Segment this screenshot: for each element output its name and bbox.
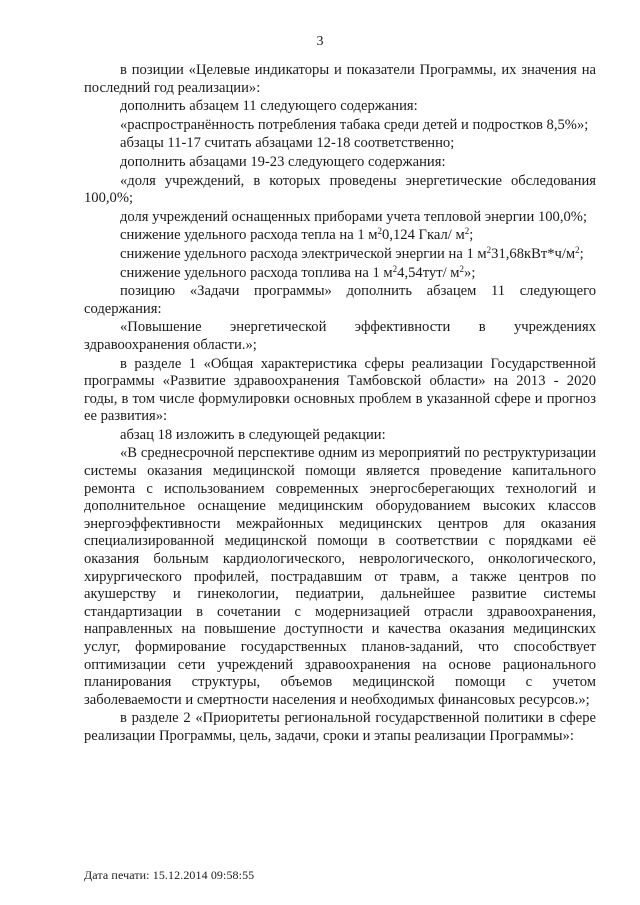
paragraph-section-1: в разделе 1 «Общая характеристика сферы реализации Государственной программы «Развитие здравоохранения Тамбовской области» на 2013 - 2020 годы, в том числе формулировки основных проблем в указанной сфере и прогноз ее развития»: (84, 355, 596, 425)
paragraph-program-tasks: позицию «Задачи программы» дополнить абзацем 11 следующего содержания: (84, 283, 596, 317)
paragraph-item-18: абзац 18 изложить в следующей редакции: (120, 426, 386, 443)
paragraph-renumber: абзацы 11-17 считать абзацами 12-18 соответственно; (120, 135, 455, 152)
paragraph-heat-meters: доля учреждений оснащенных приборами учета тепловой энергии 100,0%; (120, 208, 588, 225)
paragraph-medium-term: «В среднесрочной перспективе одним из мероприятий по реструктуризации системы оказания медицинской помощи является проведение капитального ремонта с использованием современных энергосберегающих технологий и дополнительное оснащение медицинским оборудованием высоких классов энергоэффективности межрайонных медицинских центров для оказания специализированной медицинской помощи в соответствии с порядками её оказания больным кардиологического, неврологического, онкологического, хирургического профилей, пострадавшим от травм, а также центров по акушерству и гинекологии, педиатрии, дальнейшее развитие системы стандартизации в сочетании с модернизацией отрасли здравоохранения, направленных на повышение доступности и качества оказания медицинских услуг, формирование государственных планов-заданий, что способствует оптимизации сети учреждений здравоохранения на основе рационального планирования структуры, объемов медицинской помощи с учетом заболеваемости и смертности населения и необходимых финансовых ресурсов.»; (84, 445, 596, 708)
document-body (84, 62, 596, 747)
paragraph-targets-position: в позиции «Целевые индикаторы и показатели Программы, их значения на последний год реализации»: (84, 62, 596, 96)
paragraph-add-item-11: дополнить абзацем 11 следующего содержания: (120, 98, 418, 115)
paragraph-heat-consumption: снижение удельного расхода тепла на 1 $м^20,124$ Гкал/ $м^2$; (120, 226, 474, 244)
paragraph-electricity-consumption: снижение удельного расхода электрической энергии на 1 $м^231,68кВт*ч/м^2$; (120, 244, 584, 262)
paragraph-energy-efficiency: «Повышение энергетической эффективности в учреждениях здравоохранения области.»; (84, 319, 596, 353)
paragraph-tobacco: «распространённость потребления табака среди детей и подростков 8,5%»; (120, 116, 589, 133)
paragraph-fuel-consumption: снижение удельного расхода топлива на 1 $м^24,54тут/$ $м^2$»; (120, 263, 476, 281)
paragraph-section-2: в разделе 2 «Приоритеты региональной государственной политики в сфере реализации Программы, цель, задачи, сроки и этапы реализации Программы»: (84, 710, 596, 744)
page-number: 3 (316, 34, 324, 49)
paragraph-add-items-19-23: дополнить абзацами 19-23 следующего содержания: (120, 153, 446, 170)
print-date: Дата печати: 15.12.2014 09:58:55 (84, 868, 255, 882)
paragraph-energy-audit: «доля учреждений, в которых проведены энергетические обследования 100,0%; (84, 172, 596, 207)
